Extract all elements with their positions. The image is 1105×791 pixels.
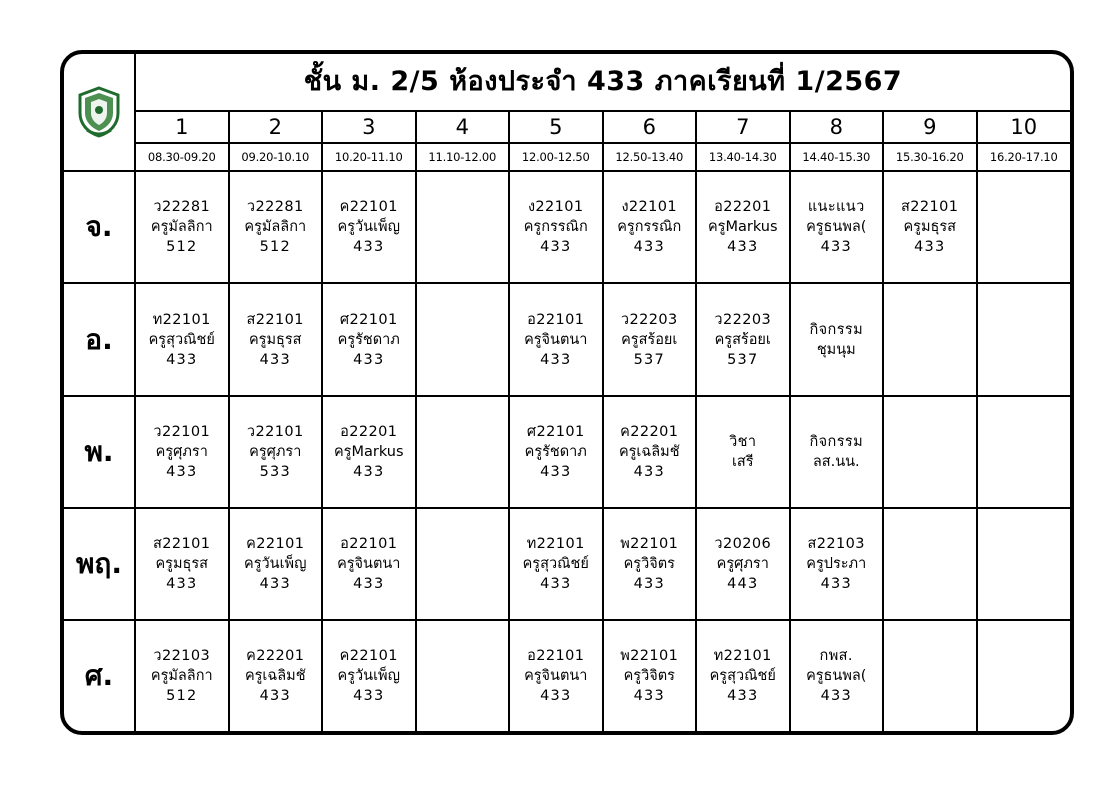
period-number-8: 8 [790,111,884,143]
day-row-friday [64,620,1070,731]
slot-monday-2 [229,171,323,283]
period-number-7: 7 [696,111,790,143]
period-time-1: 08.30-09.20 [135,143,229,171]
slot-teacher: ครูจินตนา [337,556,401,573]
slot-monday-10 [977,171,1071,283]
slot-wednesday-6 [603,396,697,508]
slot-wednesday-9 [883,396,977,508]
slot-tuesday-8 [790,283,884,395]
slot-room: 512 [166,239,198,256]
slot-teacher: ครูประภา [806,556,867,573]
slot-code: ส22101 [246,311,304,328]
slot-tuesday-4 [416,283,510,395]
slot-friday-1 [135,620,229,731]
slot-code: ค22201 [620,423,679,440]
slot-room: 433 [353,576,385,593]
slot-teacher: ครูศุภรา [155,443,208,460]
slot-tuesday-3 [322,283,416,395]
period-time-7: 13.40-14.30 [696,143,790,171]
slot-thursday-3 [322,508,416,620]
slot-thursday-9 [883,508,977,620]
slot-teacher: ครูกรรณิก [523,219,588,236]
slot-room: 433 [633,463,665,480]
logo-cell [64,54,135,171]
slot-code: ค22101 [339,199,398,216]
slot-friday-6 [603,620,697,731]
slot-friday-5 [509,620,603,731]
slot-friday-7 [696,620,790,731]
slot-teacher: ครูMarkus [333,443,404,460]
slot-thursday-10 [977,508,1071,620]
slot-code: กิจกรรม [809,321,864,338]
period-number-9: 9 [883,111,977,143]
slot-friday-4 [416,620,510,731]
slot-thursday-8 [790,508,884,620]
slot-teacher: ครูสร้อยเ [621,331,678,348]
slot-monday-6 [603,171,697,283]
slot-friday-2 [229,620,323,731]
slot-monday-1 [135,171,229,283]
slot-room: 433 [166,576,198,593]
slot-code: ค22201 [246,648,305,665]
slot-teacher: ครูกรรณิก [617,219,682,236]
slot-tuesday-5 [509,283,603,395]
day-row-wednesday [64,396,1070,508]
period-number-6: 6 [603,111,697,143]
slot-wednesday-4 [416,396,510,508]
slot-room: 433 [727,688,759,705]
day-row-monday [64,171,1070,283]
slot-teacher: ครูจินตนา [524,331,588,348]
slot-thursday-5 [509,508,603,620]
slot-room: 433 [353,463,385,480]
slot-room: 533 [259,463,291,480]
slot-teacher: ครูเฉลิมชั [618,443,680,460]
slot-teacher: ครูเฉลิมชั [244,668,306,685]
period-number-1: 1 [135,111,229,143]
slot-room: 433 [540,351,572,368]
slot-room: 537 [727,351,759,368]
slot-room: 433 [727,239,759,256]
slot-teacher: ครูวันเพ็ญ [337,219,400,236]
slot-room: 443 [727,576,759,593]
slot-teacher: ครูมธุรส [248,331,302,348]
slot-code: ค22101 [339,648,398,665]
period-time-9: 15.30-16.20 [883,143,977,171]
day-row-thursday [64,508,1070,620]
period-time-5: 12.00-12.50 [509,143,603,171]
period-number-5: 5 [509,111,603,143]
slot-wednesday-8 [790,396,884,508]
slot-monday-9 [883,171,977,283]
slot-code: พ22101 [620,648,679,665]
slot-code: อ22101 [527,311,585,328]
slot-teacher: ครูสร้อยเ [714,331,771,348]
slot-monday-7 [696,171,790,283]
slot-room: 433 [259,688,291,705]
slot-room: 433 [914,239,946,256]
schedule-title-cell [135,54,1070,111]
slot-wednesday-2 [229,396,323,508]
slot-wednesday-7 [696,396,790,508]
slot-room: 433 [353,351,385,368]
schedule-frame [60,50,1074,735]
schedule-table [64,54,1070,731]
slot-code: ง22101 [621,199,678,216]
slot-teacher: ครูวันเพ็ญ [244,556,307,573]
slot-room: 433 [353,239,385,256]
schedule-table-body [64,54,1070,731]
day-label-wednesday: พ. [64,396,135,508]
slot-teacher: ครูธนพล( [806,219,867,236]
slot-teacher: ครูมัลลิกา [150,668,213,685]
slot-room: 537 [633,351,665,368]
slot-teacher: ครูมธุรส [903,219,957,236]
slot-code: อ22201 [714,199,772,216]
slot-code: ท22101 [713,648,772,665]
slot-teacher: เสรี [731,453,754,470]
slot-room: 433 [820,239,852,256]
slot-teacher: ลส.นน. [812,453,860,470]
slot-thursday-4 [416,508,510,620]
slot-room: 433 [540,688,572,705]
slot-teacher: ครูมัลลิกา [150,219,213,236]
day-label-thursday: พฤ. [64,508,135,620]
slot-room: 433 [166,463,198,480]
slot-friday-8 [790,620,884,731]
slot-room: 433 [820,688,852,705]
slot-teacher: ครูมัลลิกา [244,219,307,236]
slot-code: กิจกรรม [809,433,864,450]
period-time-8: 14.40-15.30 [790,143,884,171]
slot-room: 433 [633,576,665,593]
slot-room: 433 [166,351,198,368]
slot-code: ศ22101 [526,423,585,440]
slot-code: ว22101 [153,423,211,440]
slot-code: ว22203 [714,311,772,328]
slot-wednesday-10 [977,396,1071,508]
slot-code: ว22103 [153,648,211,665]
period-number-3: 3 [322,111,416,143]
slot-thursday-6 [603,508,697,620]
slot-room: 433 [820,576,852,593]
slot-code: ท22101 [152,311,211,328]
slot-room: 433 [353,688,385,705]
slot-code: อ22201 [340,423,398,440]
slot-room: 433 [633,688,665,705]
school-crest-icon [77,86,121,138]
slot-teacher: ครูจินตนา [524,668,588,685]
slot-tuesday-1 [135,283,229,395]
slot-code: ว20206 [714,536,772,553]
slot-tuesday-7 [696,283,790,395]
slot-code: ท22101 [526,536,585,553]
slot-teacher: ครูรัชดาภ [337,331,400,348]
slot-monday-5 [509,171,603,283]
slot-tuesday-10 [977,283,1071,395]
slot-teacher: ครูศุภรา [249,443,302,460]
slot-tuesday-2 [229,283,323,395]
slot-friday-9 [883,620,977,731]
slot-teacher: ครูวันเพ็ญ [337,668,400,685]
period-time-6: 12.50-13.40 [603,143,697,171]
slot-room: 512 [259,239,291,256]
slot-code: วิชา [729,433,757,450]
slot-friday-3 [322,620,416,731]
slot-teacher: ครูวิจิตร [623,668,675,685]
slot-room: 433 [540,576,572,593]
slot-room: 433 [540,239,572,256]
period-time-3: 10.20-11.10 [322,143,416,171]
period-number-10: 10 [977,111,1071,143]
slot-monday-8 [790,171,884,283]
day-label-friday: ศ. [64,620,135,731]
slot-teacher: ครูมธุรส [155,556,209,573]
slot-teacher: ครูธนพล( [806,668,867,685]
slot-room: 433 [259,351,291,368]
slot-tuesday-6 [603,283,697,395]
period-number-row [64,111,1070,143]
slot-code: ส22101 [153,536,211,553]
slot-code: อ22101 [527,648,585,665]
slot-teacher: ครูศุภรา [716,556,769,573]
title-row [64,54,1070,111]
slot-monday-4 [416,171,510,283]
slot-code: ค22101 [246,536,305,553]
slot-thursday-1 [135,508,229,620]
slot-teacher: ครูสุวณิชย์ [522,556,589,573]
period-time-4: 11.10-12.00 [416,143,510,171]
slot-teacher: ชุมนุม [816,341,856,358]
slot-code: ว22203 [620,311,678,328]
period-number-2: 2 [229,111,323,143]
slot-friday-10 [977,620,1071,731]
slot-wednesday-5 [509,396,603,508]
slot-code: ง22101 [527,199,584,216]
slot-thursday-7 [696,508,790,620]
slot-room: 433 [540,463,572,480]
day-label-tuesday: อ. [64,283,135,395]
period-number-4: 4 [416,111,510,143]
slot-thursday-2 [229,508,323,620]
slot-teacher: ครูสุวณิชย์ [148,331,215,348]
slot-teacher: ครูสุวณิชย์ [709,668,776,685]
slot-tuesday-9 [883,283,977,395]
page-title: ชั้น ม. 2/5 ห้องประจำ 433 ภาคเรียนที่ 1/2567 [303,66,903,98]
slot-teacher: ครูMarkus [707,219,778,236]
slot-wednesday-1 [135,396,229,508]
slot-wednesday-3 [322,396,416,508]
slot-code: ว22281 [153,199,211,216]
slot-teacher: ครูวิจิตร [623,556,675,573]
slot-monday-3 [322,171,416,283]
slot-code: ว22281 [246,199,304,216]
slot-code: พ22101 [620,536,679,553]
period-time-10: 16.20-17.10 [977,143,1071,171]
slot-code: ว22101 [246,423,304,440]
period-time-row [64,143,1070,171]
slot-code: ส22103 [807,536,865,553]
slot-code: ศ22101 [339,311,398,328]
slot-code: อ22101 [340,536,398,553]
slot-teacher: ครูรัชดาภ [524,443,587,460]
slot-code: ส22101 [901,199,959,216]
slot-code: กพส. [819,648,853,665]
slot-room: 433 [633,239,665,256]
slot-room: 433 [259,576,291,593]
period-time-2: 09.20-10.10 [229,143,323,171]
slot-room: 512 [166,688,198,705]
slot-code: แนะแนว [807,199,865,216]
day-label-monday: จ. [64,171,135,283]
day-row-tuesday [64,283,1070,395]
